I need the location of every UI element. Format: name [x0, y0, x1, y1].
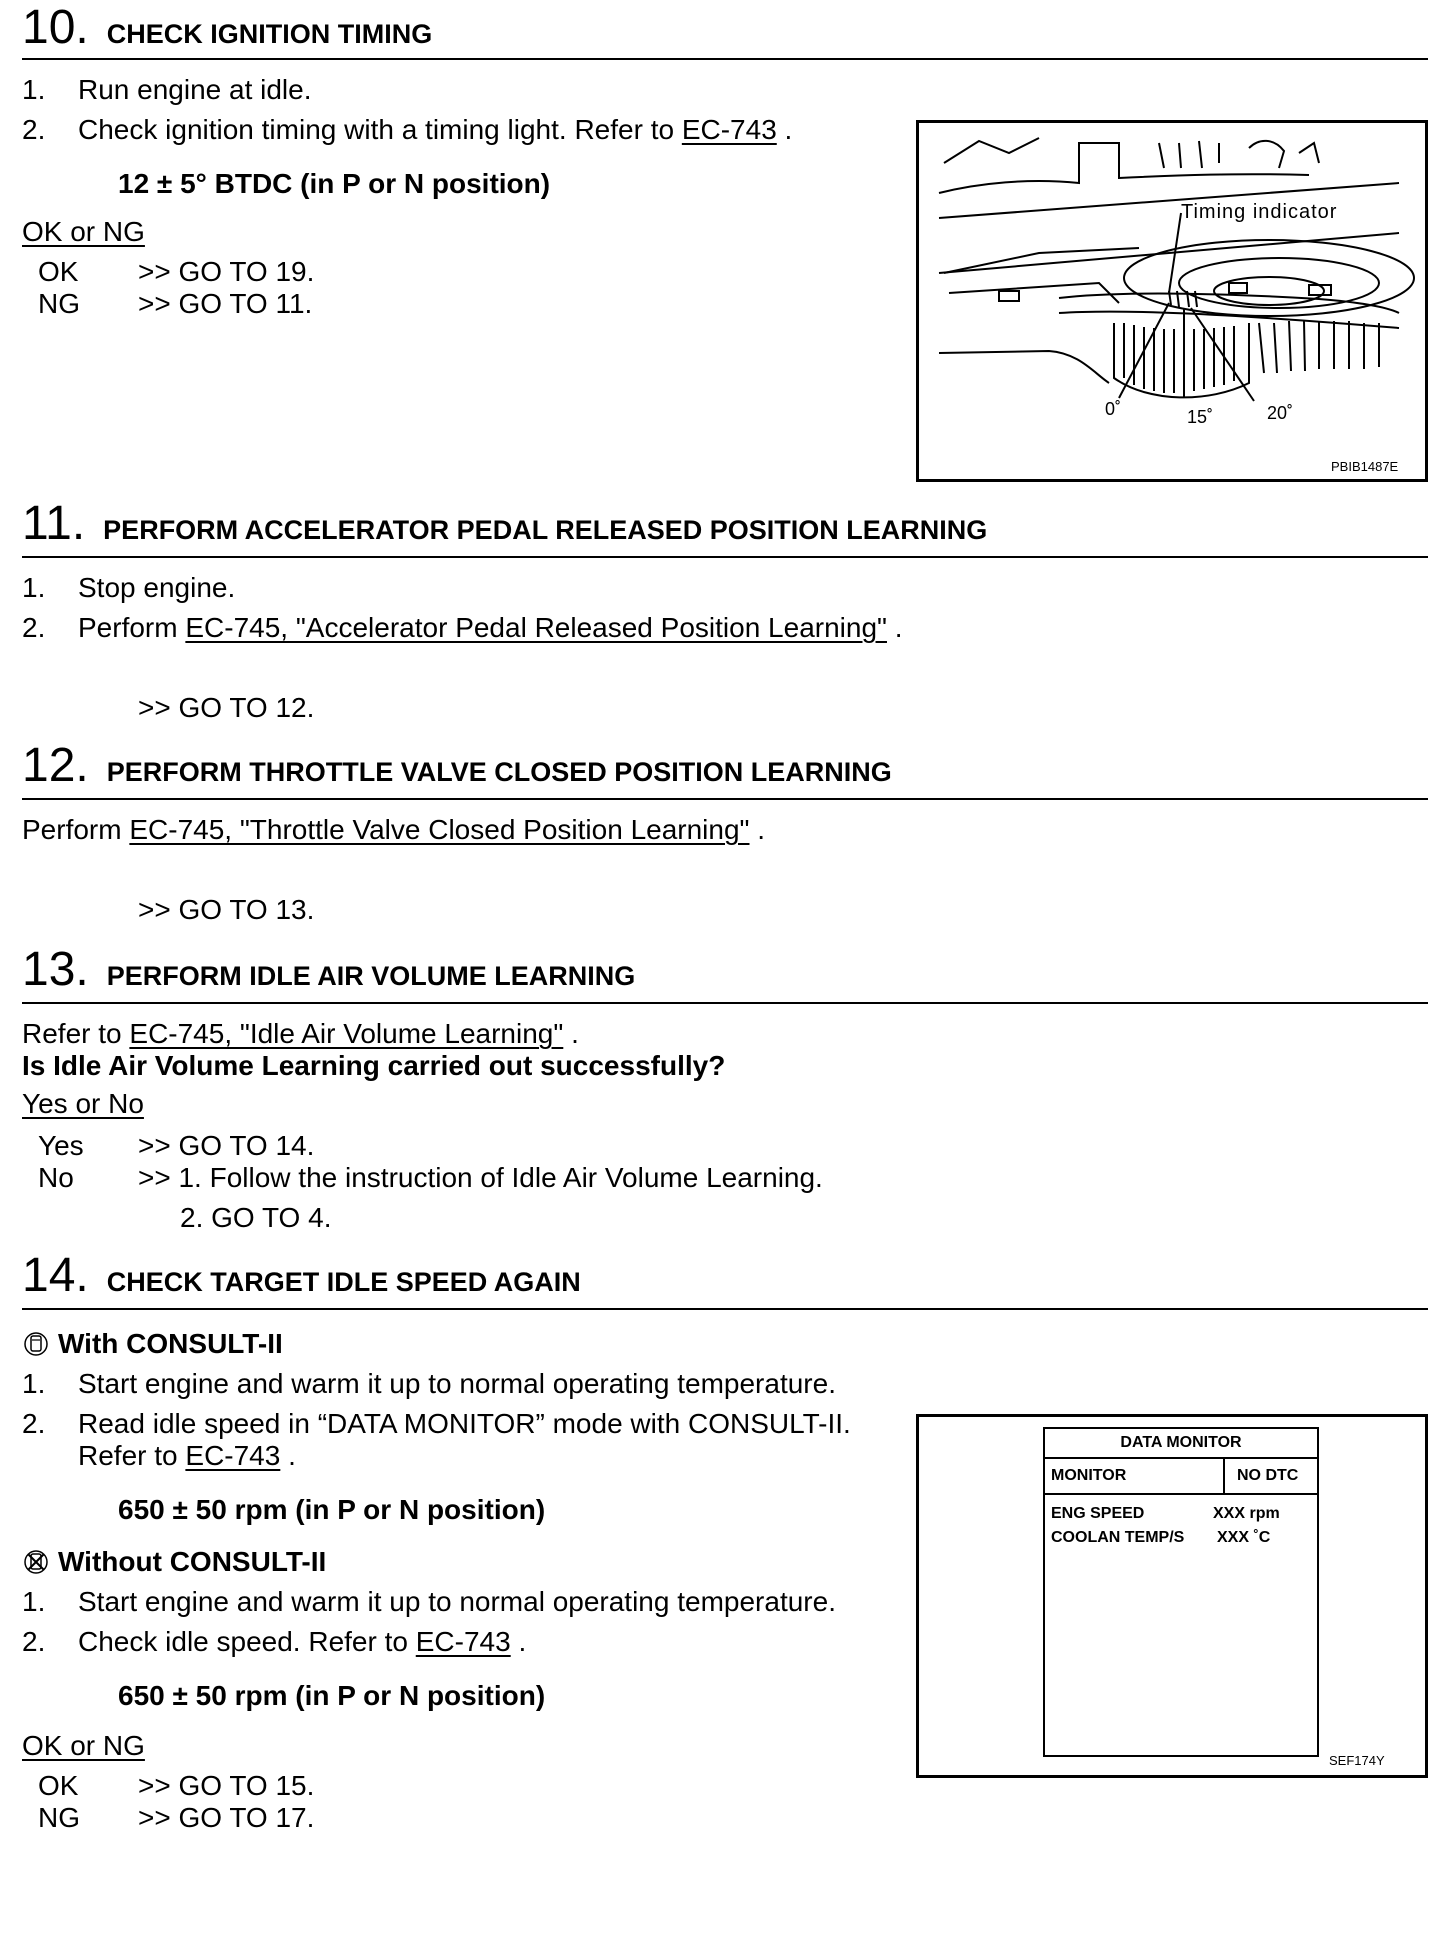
with-step-1: 1. Start engine and warm it up to normal operating temperature.: [22, 1368, 836, 1399]
ec-745-link[interactable]: EC-745, "Accelerator Pedal Released Position Learning": [185, 612, 887, 643]
without-step-2: 2. Check idle speed. Refer to EC-743 .: [22, 1626, 527, 1657]
figure-code: SEF174Y: [1329, 1753, 1385, 1768]
step-2: 2. Check ignition timing with a timing light. Refer to EC-743 .: [22, 114, 793, 145]
ec-743-link[interactable]: EC-743: [185, 1440, 281, 1471]
section-12-header: [22, 740, 892, 792]
option-no: No >> 1. Follow the instruction of Idle Air Volume Learning.: [38, 1162, 823, 1193]
with-step-2-refer: Refer to EC-743 .: [78, 1440, 296, 1471]
figure-code: PBIB1487E: [1331, 459, 1399, 474]
timing-illustration: [919, 123, 1425, 479]
timing-indicator-label: Timing indicator: [1181, 201, 1338, 223]
section-title: PERFORM ACCELERATOR PEDAL RELEASED POSITION LEARNING: [103, 515, 988, 545]
without-step-1: 1. Start engine and warm it up to normal operating temperature.: [22, 1586, 836, 1617]
no-consult-icon: [22, 1548, 50, 1576]
section-divider: [22, 1308, 1428, 1310]
status-label: NO DTC: [1237, 1467, 1299, 1484]
choice-label: OK or NG: [22, 216, 145, 247]
step-2: 2. Perform EC-745, "Accelerator Pedal Released Position Learning" .: [22, 612, 903, 643]
ec-743-link[interactable]: EC-743: [415, 1626, 511, 1657]
option-yes: Yes >> GO TO 14.: [38, 1130, 315, 1161]
ec-745-link[interactable]: EC-745, "Throttle Valve Closed Position Learning": [129, 814, 750, 845]
spec-value: 650 ± 50 rpm (in P or N position): [118, 1680, 546, 1711]
ec-743-link[interactable]: EC-743: [681, 114, 777, 145]
section-divider: [22, 58, 1428, 60]
section-number: 10.: [22, 1, 89, 54]
section-number: 13.: [22, 943, 89, 996]
option-ng: NG >> GO TO 17.: [38, 1802, 315, 1833]
section-divider: [22, 1002, 1428, 1004]
perform-line: Perform EC-745, "Throttle Valve Closed Position Learning" .: [22, 814, 766, 845]
section-title: PERFORM IDLE AIR VOLUME LEARNING: [106, 961, 636, 991]
question: Is Idle Air Volume Learning carried out successfully?: [22, 1050, 726, 1081]
step-1: 1. Stop engine.: [22, 572, 236, 603]
choice-label: OK or NG: [22, 1730, 145, 1761]
without-consult-heading: Without CONSULT-II: [22, 1546, 326, 1578]
data-monitor-figure: [916, 1414, 1428, 1778]
row-eng-speed-name: ENG SPEED: [1051, 1505, 1145, 1522]
mark-0-label: 0˚: [1105, 399, 1122, 419]
step-1: 1. Run engine at idle.: [22, 74, 312, 105]
mark-15-label: 15˚: [1187, 407, 1214, 427]
timing-figure: [916, 120, 1428, 482]
section-number: 14.: [22, 1249, 89, 1302]
section-number: 11.: [22, 497, 86, 550]
option-ng: NG >> GO TO 11.: [38, 288, 313, 319]
ec-745-link[interactable]: EC-745, "Idle Air Volume Learning": [129, 1018, 564, 1049]
go-to-text: >> GO TO 13.: [138, 894, 315, 925]
consult-icon: [22, 1330, 50, 1358]
row-coolant-name: COOLAN TEMP/S: [1051, 1529, 1185, 1546]
option-ok: OK >> GO TO 15.: [38, 1770, 315, 1801]
monitor-column-label: MONITOR: [1051, 1467, 1127, 1484]
row-coolant-value: XXX ˚C: [1217, 1529, 1271, 1546]
section-10-header: [22, 2, 432, 54]
section-divider: [22, 556, 1428, 558]
section-divider: [22, 798, 1428, 800]
section-11-header: [22, 498, 987, 550]
option-no-continued: 2. GO TO 4.: [180, 1202, 332, 1233]
spec-value: 650 ± 50 rpm (in P or N position): [118, 1494, 546, 1525]
go-to-text: >> GO TO 12.: [138, 692, 315, 723]
option-ok: OK >> GO TO 19.: [38, 256, 315, 287]
row-eng-speed-value: XXX rpm: [1213, 1505, 1280, 1522]
spec-value: 12 ± 5° BTDC (in P or N position): [118, 168, 551, 199]
section-title: CHECK IGNITION TIMING: [106, 19, 433, 49]
section-13-header: [22, 944, 635, 996]
section-title: PERFORM THROTTLE VALVE CLOSED POSITION LEARNING: [106, 757, 892, 787]
column-divider: [1223, 1459, 1225, 1493]
with-step-2: 2. Read idle speed in “DATA MONITOR” mode with CONSULT-II.: [22, 1408, 851, 1439]
mark-20-label: 20˚: [1267, 403, 1294, 423]
choice-label: Yes or No: [22, 1088, 144, 1119]
section-14-header: [22, 1250, 581, 1302]
section-number: 12.: [22, 739, 89, 792]
monitor-header: DATA MONITOR: [1045, 1429, 1317, 1459]
monitor-screen: [1043, 1427, 1319, 1757]
section-title: CHECK TARGET IDLE SPEED AGAIN: [106, 1267, 581, 1297]
with-consult-heading: With CONSULT-II: [22, 1328, 283, 1360]
refer-line: Refer to EC-745, "Idle Air Volume Learning" .: [22, 1018, 579, 1049]
monitor-subheader: [1045, 1459, 1317, 1495]
